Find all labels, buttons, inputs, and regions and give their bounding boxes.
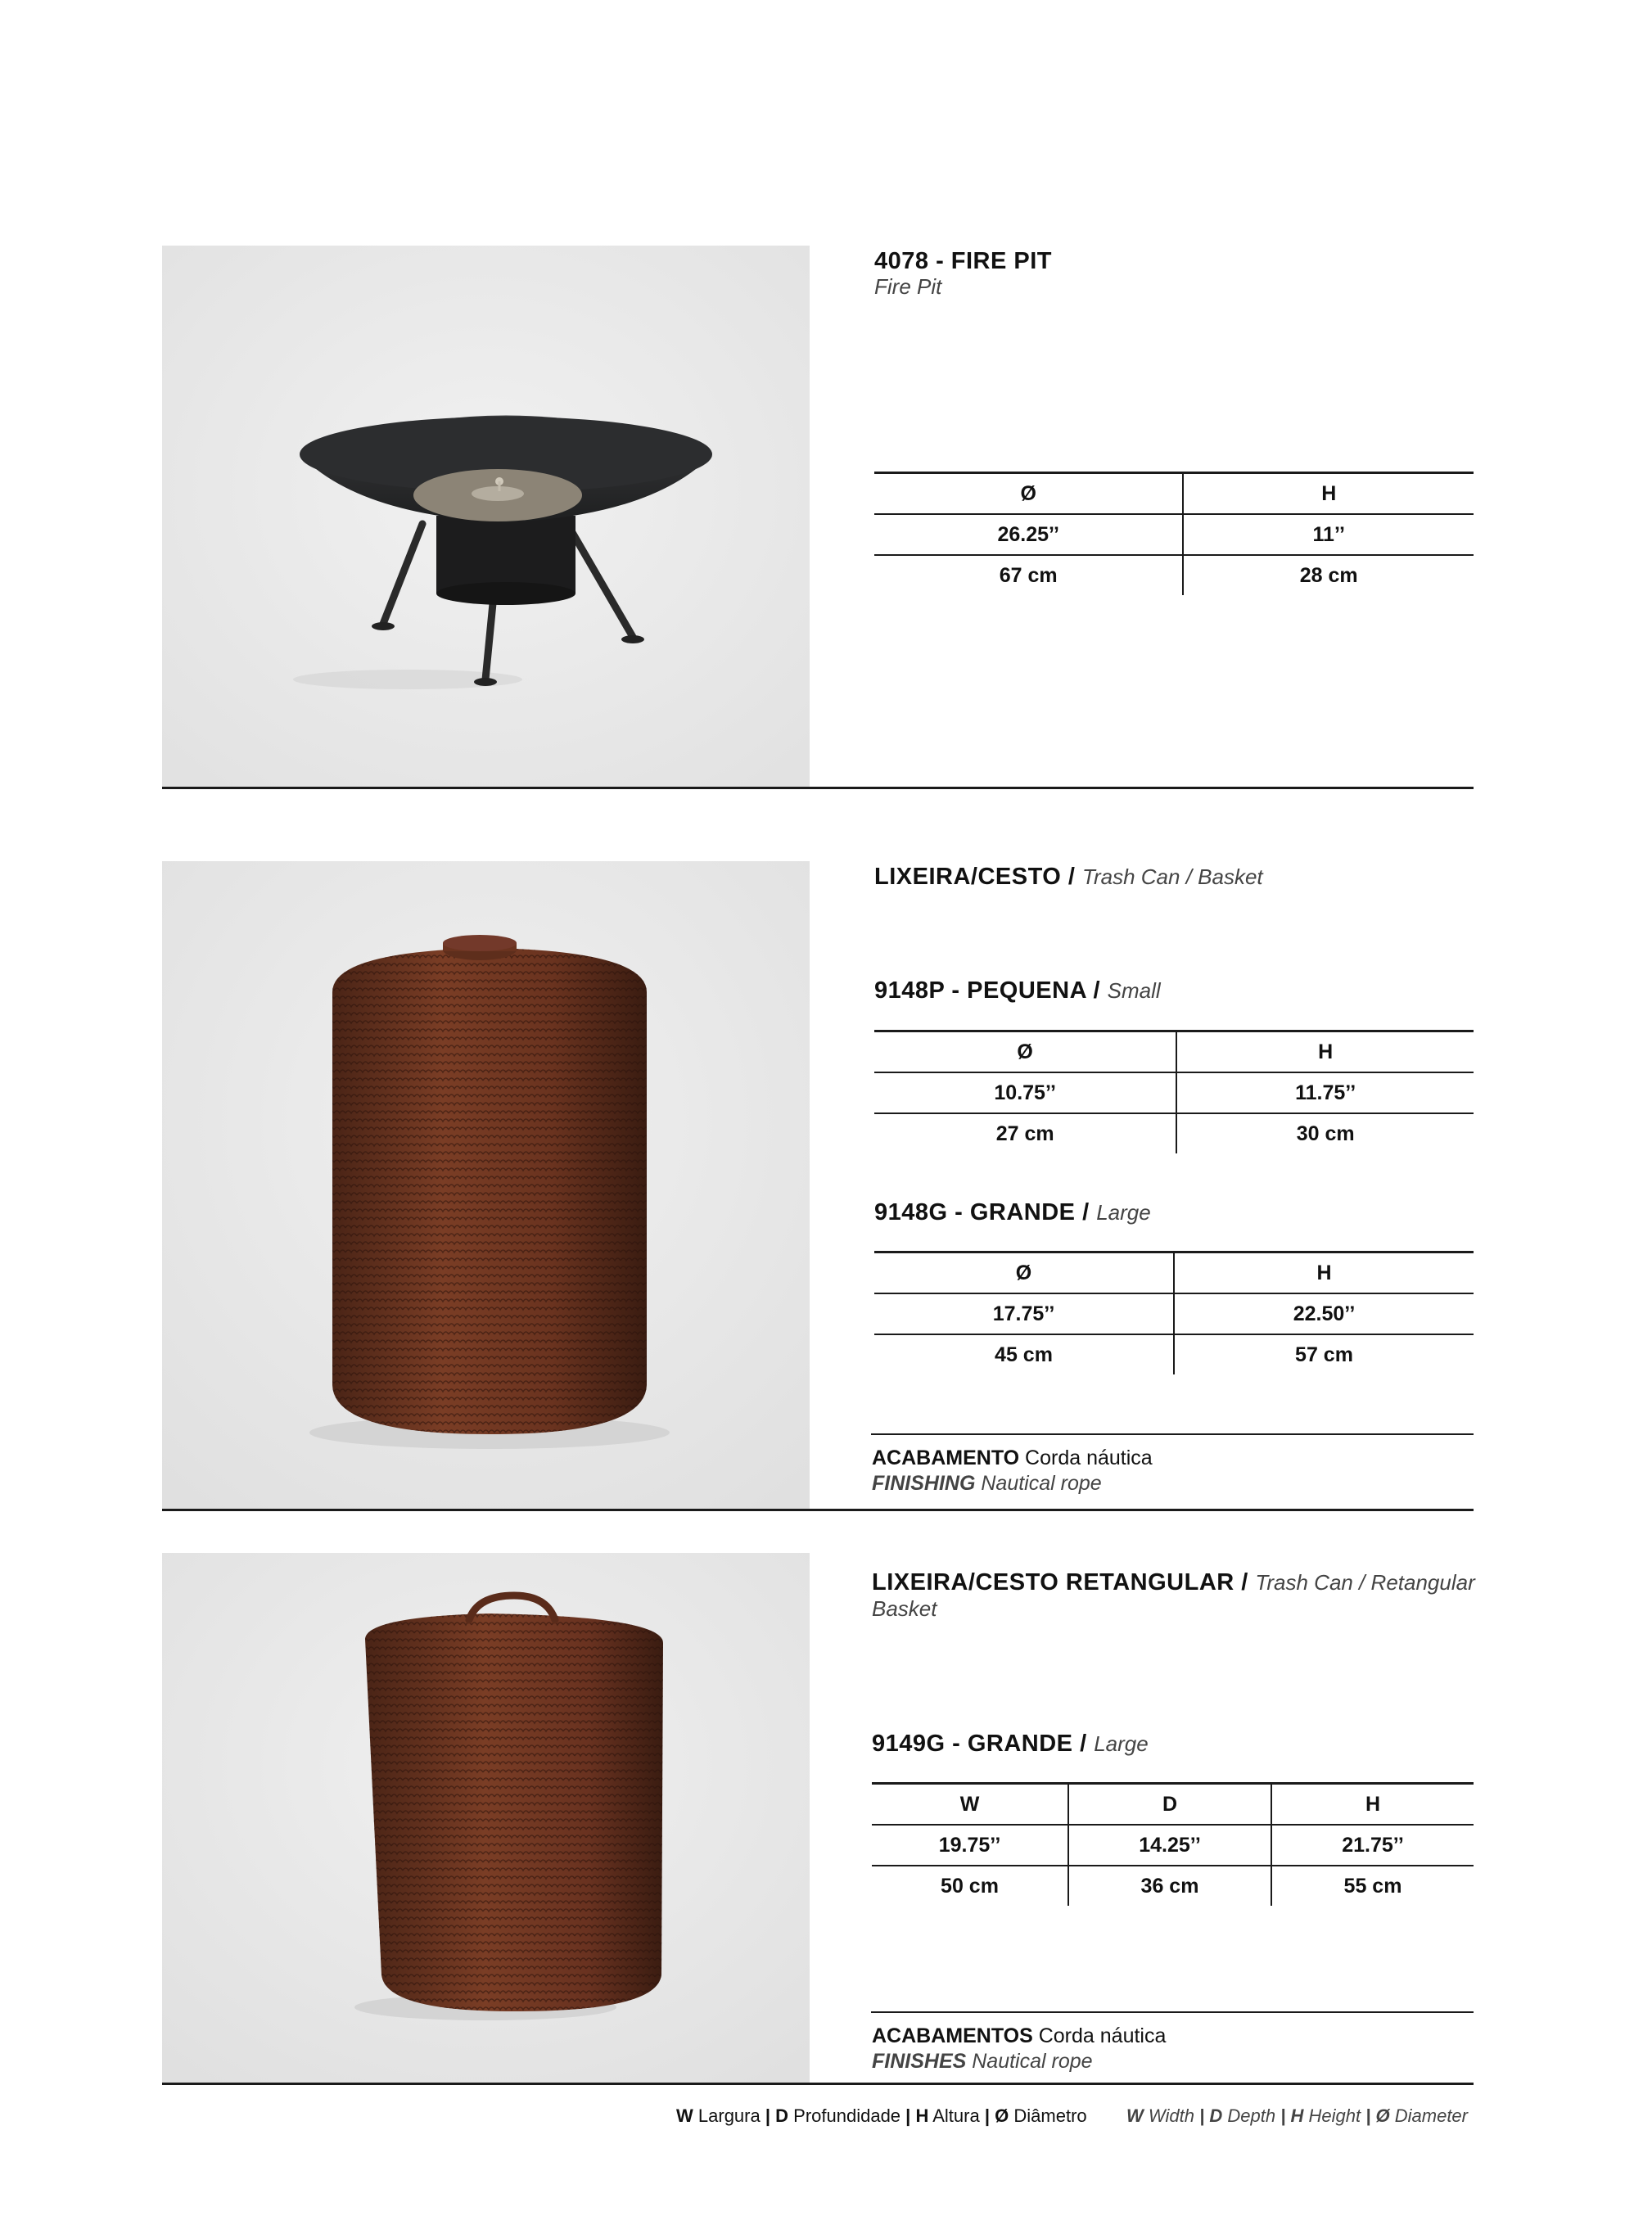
table-row-inches bbox=[874, 1293, 1474, 1334]
rectangular-basket-title-en-cont: Basket bbox=[872, 1596, 937, 1621]
small-basket-dimensions-table bbox=[874, 1030, 1474, 1153]
col-diameter-header: Ø bbox=[874, 1252, 1174, 1294]
table-row-inches bbox=[874, 514, 1474, 555]
table-row-cm bbox=[874, 1334, 1474, 1374]
diameter-cm: 45 cm bbox=[995, 1343, 1053, 1366]
large-variant-label: Large bbox=[1096, 1200, 1151, 1225]
height-inches: 11’’ bbox=[1183, 514, 1474, 555]
table-header-row bbox=[872, 1784, 1474, 1826]
rectangular-basket-dimensions-table bbox=[872, 1782, 1474, 1906]
finish-value-en: Nautical rope bbox=[972, 2050, 1093, 2073]
height-cm: 57 cm bbox=[1174, 1334, 1474, 1374]
height-cm: 30 cm bbox=[1176, 1113, 1474, 1153]
fire-pit-dimensions-table bbox=[874, 472, 1474, 595]
depth-inches: 14.25’’ bbox=[1068, 1825, 1271, 1866]
height-inches: 22.50’’ bbox=[1174, 1293, 1474, 1334]
large-variant-title: 9148G - GRANDE / Large bbox=[874, 1199, 1151, 1225]
round-basket-title-en: Trash Can / Basket bbox=[1082, 864, 1263, 889]
small-variant-code: 9148P - PEQUENA bbox=[874, 977, 1086, 1004]
small-variant-title: 9148P - PEQUENA / Small bbox=[874, 977, 1161, 1004]
diameter-inches: 17.75’’ bbox=[874, 1293, 1174, 1334]
large-basket-dimensions-table bbox=[874, 1251, 1474, 1374]
height-inches: 11.75’’ bbox=[1176, 1072, 1474, 1113]
rectangular-basket-photo bbox=[162, 1553, 810, 2083]
small-variant-label: Small bbox=[1107, 978, 1161, 1003]
finish-label-pt: ACABAMENTOS bbox=[872, 2024, 1033, 2047]
height-cm: 55 cm bbox=[1271, 1866, 1474, 1906]
table-header-row bbox=[874, 1031, 1474, 1073]
table-row-inches bbox=[874, 1072, 1474, 1113]
col-height-header: H bbox=[1183, 473, 1474, 515]
finish-divider bbox=[871, 1433, 1474, 1435]
finish-divider bbox=[871, 2011, 1474, 2013]
col-height-header: H bbox=[1271, 1784, 1474, 1826]
col-width-header: W bbox=[872, 1784, 1068, 1826]
table-row-cm bbox=[874, 1113, 1474, 1153]
finish-label-en: FINISHING bbox=[872, 1472, 976, 1495]
large-variant-code: 9148G - GRANDE bbox=[874, 1199, 1076, 1225]
depth-cm: 36 cm bbox=[1068, 1866, 1271, 1906]
diameter-cm: 67 cm bbox=[999, 563, 1058, 587]
diameter-cm: 27 cm bbox=[995, 1122, 1054, 1145]
rectangular-basket-title-en: Trash Can / Retangular bbox=[1255, 1570, 1475, 1595]
fire-pit-title: 4078 - FIRE PIT bbox=[874, 248, 1053, 274]
rectangular-basket-title: LIXEIRA/CESTO RETANGULAR / Trash Can / Retangular bbox=[872, 1569, 1475, 1595]
col-diameter-header: Ø bbox=[874, 1031, 1176, 1073]
diameter-inches: 26.25’’ bbox=[874, 514, 1183, 555]
section-divider bbox=[162, 1509, 1474, 1511]
table-header-row bbox=[874, 473, 1474, 515]
rectangular-basket-title-pt: LIXEIRA/CESTO RETANGULAR bbox=[872, 1569, 1234, 1595]
table-row-cm bbox=[874, 555, 1474, 595]
diameter-inches: 10.75’’ bbox=[874, 1072, 1176, 1113]
table-header-row bbox=[874, 1252, 1474, 1294]
height-cm: 28 cm bbox=[1183, 555, 1474, 595]
legend-english: W Width | D Depth | H Height | Ø Diameter bbox=[1126, 2105, 1468, 2126]
finish-value-pt: Corda náutica bbox=[1025, 1446, 1153, 1469]
table-row-inches bbox=[872, 1825, 1474, 1866]
col-height-header: H bbox=[1176, 1031, 1474, 1073]
height-inches: 21.75’’ bbox=[1271, 1825, 1474, 1866]
rect-large-variant-code: 9149G - GRANDE bbox=[872, 1731, 1073, 1757]
rect-large-variant-title: 9149G - GRANDE / Large bbox=[872, 1731, 1149, 1757]
section-divider bbox=[162, 2083, 1474, 2085]
width-inches: 19.75’’ bbox=[872, 1825, 1068, 1866]
rectangular-basket-finish bbox=[872, 2024, 1166, 2074]
table-row-cm bbox=[872, 1866, 1474, 1906]
round-basket-title-pt: LIXEIRA/CESTO bbox=[874, 864, 1062, 890]
fire-pit-subtitle: Fire Pit bbox=[874, 274, 942, 299]
finish-label-pt: ACABAMENTO bbox=[872, 1446, 1020, 1469]
col-depth-header: D bbox=[1068, 1784, 1271, 1826]
finish-value-pt: Corda náutica bbox=[1038, 2024, 1167, 2047]
round-basket-finish bbox=[872, 1446, 1153, 1496]
finish-label-en: FINISHES bbox=[872, 2050, 967, 2073]
finish-value-en: Nautical rope bbox=[981, 1472, 1102, 1495]
round-basket-title: LIXEIRA/CESTO / Trash Can / Basket bbox=[874, 864, 1263, 890]
legend-portuguese: W Largura | D Profundidade | H Altura | Ø Diâmetro bbox=[676, 2105, 1087, 2126]
col-diameter-header: Ø bbox=[874, 473, 1183, 515]
section-divider bbox=[162, 787, 1474, 789]
width-cm: 50 cm bbox=[941, 1874, 999, 1898]
fire-pit-photo bbox=[162, 246, 810, 788]
rect-large-variant-label: Large bbox=[1094, 1731, 1149, 1756]
col-height-header: H bbox=[1174, 1252, 1474, 1294]
round-basket-photo bbox=[162, 861, 810, 1511]
